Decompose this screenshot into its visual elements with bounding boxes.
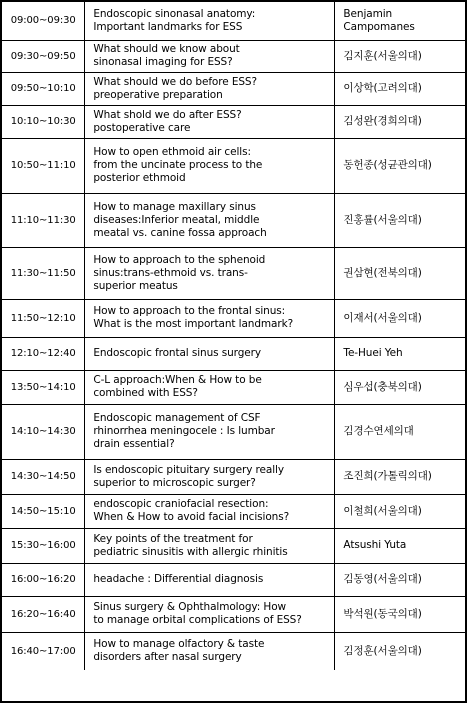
- topic-cell: [85, 370, 335, 404]
- topic-line: drain essential?: [93, 438, 175, 450]
- schedule-table: [2, 2, 465, 670]
- topic-line: from the uncinate process to the: [93, 159, 263, 171]
- topic-cell: [85, 105, 335, 138]
- topic-line: preoperative preparation: [93, 88, 223, 101]
- speaker-line: 김성완(경희의대): [343, 115, 422, 127]
- speaker-line: 박석원(동국의대): [343, 607, 422, 620]
- speaker-line: 이재서(서울의대): [343, 311, 422, 324]
- time-slot: 14:10~14:30: [2, 404, 85, 459]
- speaker-line: Campomanes: [343, 20, 415, 33]
- topic-line: sinonasal imaging for ESS?: [93, 56, 233, 68]
- topic-line: superior to microscopic surger?: [93, 476, 256, 489]
- time-slot: 13:50~14:10: [2, 370, 85, 404]
- time-slot: 11:50~12:10: [2, 299, 85, 337]
- topic-line: posterior ethmoid: [93, 172, 186, 184]
- speaker-line: 이상학(고려의대): [343, 82, 422, 94]
- speaker-line: Atsushi Yuta: [343, 539, 407, 551]
- topic-line: Endoscopic frontal sinus surgery: [93, 347, 261, 359]
- time-slot: 09:50~10:10: [2, 72, 85, 105]
- time-slot: 09:30~09:50: [2, 40, 85, 72]
- topic-cell: [85, 563, 335, 596]
- topic-line: rhinorrhea meningocele : Is lumbar: [93, 425, 275, 437]
- speaker-line: 권삼현(전북의대): [343, 266, 422, 279]
- topic-line: Is endoscopic pituitary surgery really: [93, 463, 284, 476]
- topic-line: What should we do before ESS?: [93, 75, 257, 88]
- speaker-cell: [335, 404, 465, 459]
- topic-line: endoscopic craniofacial resection:: [93, 498, 269, 510]
- topic-cell: [85, 528, 335, 563]
- speaker-cell: [335, 72, 465, 105]
- speaker-line: 동헌종(성균관의대): [343, 159, 432, 171]
- topic-cell: [85, 404, 335, 459]
- time-slot: 12:10~12:40: [2, 337, 85, 370]
- speaker-line: 이철희(서울의대): [343, 504, 422, 517]
- topic-line: to manage orbital complications of ESS?: [93, 614, 302, 626]
- topic-line: What shold we do after ESS?: [93, 108, 242, 121]
- schedule-row: [2, 193, 465, 247]
- topic-cell: [85, 72, 335, 105]
- speaker-line: 김정훈(서울의대): [343, 644, 422, 657]
- time-slot: 09:00~09:30: [2, 2, 85, 40]
- schedule-row: [2, 459, 465, 494]
- topic-line: Endoscopic sinonasal anatomy:: [93, 7, 256, 20]
- topic-line: What is the most important landmark?: [93, 318, 294, 330]
- topic-cell: [85, 299, 335, 337]
- schedule-row: [2, 40, 465, 72]
- speaker-cell: [335, 494, 465, 528]
- topic-cell: [85, 247, 335, 299]
- speaker-cell: [335, 247, 465, 299]
- schedule-row: [2, 596, 465, 632]
- speaker-line: 김경수연세의대: [343, 425, 414, 437]
- topic-cell: [85, 40, 335, 72]
- topic-line: postoperative care: [93, 121, 191, 134]
- topic-line: superior meatus: [93, 279, 178, 292]
- time-slot: 11:10~11:30: [2, 193, 85, 247]
- speaker-line: Te-Huei Yeh: [343, 347, 403, 359]
- topic-line: headache : Differential diagnosis: [93, 573, 264, 585]
- speaker-cell: [335, 105, 465, 138]
- speaker-cell: [335, 193, 465, 247]
- speaker-cell: [335, 299, 465, 337]
- topic-line: sinus:trans-ethmoid vs. trans-: [93, 266, 248, 279]
- topic-line: diseases:Inferior meatal, middle: [93, 213, 260, 226]
- speaker-cell: [335, 370, 465, 404]
- schedule-row: [2, 2, 465, 40]
- topic-cell: [85, 337, 335, 370]
- topic-line: How to manage olfactory & taste: [93, 638, 265, 651]
- topic-line: What should we know about: [93, 43, 240, 55]
- speaker-line: 김지훈(서울의대): [343, 49, 422, 62]
- speaker-cell: [335, 596, 465, 632]
- topic-line: How to approach to the sphenoid: [93, 253, 266, 266]
- topic-line: How to open ethmoid air cells:: [93, 146, 251, 158]
- speaker-cell: [335, 632, 465, 670]
- topic-line: Important landmarks for ESS: [93, 20, 243, 33]
- topic-cell: [85, 2, 335, 40]
- topic-cell: [85, 632, 335, 670]
- speaker-cell: [335, 337, 465, 370]
- speaker-line: 김동영(서울의대): [343, 573, 422, 585]
- speaker-cell: [335, 138, 465, 193]
- speaker-cell: [335, 2, 465, 40]
- topic-line: disorders after nasal surgery: [93, 651, 242, 664]
- topic-line: How to approach to the frontal sinus:: [93, 305, 286, 317]
- schedule-row: [2, 563, 465, 596]
- time-slot: 16:20~16:40: [2, 596, 85, 632]
- schedule-rows: [2, 2, 465, 670]
- schedule-row: [2, 370, 465, 404]
- topic-cell: [85, 138, 335, 193]
- speaker-cell: [335, 459, 465, 494]
- topic-cell: [85, 596, 335, 632]
- schedule-row: [2, 337, 465, 370]
- schedule-row: [2, 528, 465, 563]
- topic-line: combined with ESS?: [93, 387, 198, 399]
- time-slot: 11:30~11:50: [2, 247, 85, 299]
- speaker-line: Benjamin: [343, 7, 393, 20]
- topic-cell: [85, 494, 335, 528]
- topic-line: meatal vs. canine fossa approach: [93, 226, 267, 239]
- speaker-line: 진홍률(서울의대): [343, 213, 422, 226]
- schedule-row: [2, 632, 465, 670]
- schedule-row: [2, 494, 465, 528]
- topic-line: Sinus surgery & Ophthalmology: How: [93, 601, 287, 613]
- time-slot: 14:50~15:10: [2, 494, 85, 528]
- schedule-row: [2, 299, 465, 337]
- topic-line: How to manage maxillary sinus: [93, 200, 256, 213]
- speaker-cell: [335, 40, 465, 72]
- time-slot: 14:30~14:50: [2, 459, 85, 494]
- schedule-row: [2, 72, 465, 105]
- topic-line: pediatric sinusitis with allergic rhinitis: [93, 545, 288, 558]
- time-slot: 15:30~16:00: [2, 528, 85, 563]
- topic-line: C-L approach:When & How to be: [93, 374, 262, 386]
- speaker-cell: [335, 528, 465, 563]
- schedule-row: [2, 404, 465, 459]
- time-slot: 10:10~10:30: [2, 105, 85, 138]
- topic-line: Endoscopic management of CSF: [93, 412, 261, 424]
- schedule-row: [2, 138, 465, 193]
- topic-line: Key points of the treatment for: [93, 532, 253, 545]
- speaker-line: 조진희(가톨릭의대): [343, 470, 432, 482]
- schedule-row: [2, 105, 465, 138]
- speaker-line: 심우섭(충북의대): [343, 380, 422, 393]
- time-slot: 16:00~16:20: [2, 563, 85, 596]
- topic-cell: [85, 459, 335, 494]
- speaker-cell: [335, 563, 465, 596]
- time-slot: 16:40~17:00: [2, 632, 85, 670]
- topic-line: When & How to avoid facial incisions?: [93, 511, 290, 523]
- topic-cell: [85, 193, 335, 247]
- time-slot: 10:50~11:10: [2, 138, 85, 193]
- schedule-row: [2, 247, 465, 299]
